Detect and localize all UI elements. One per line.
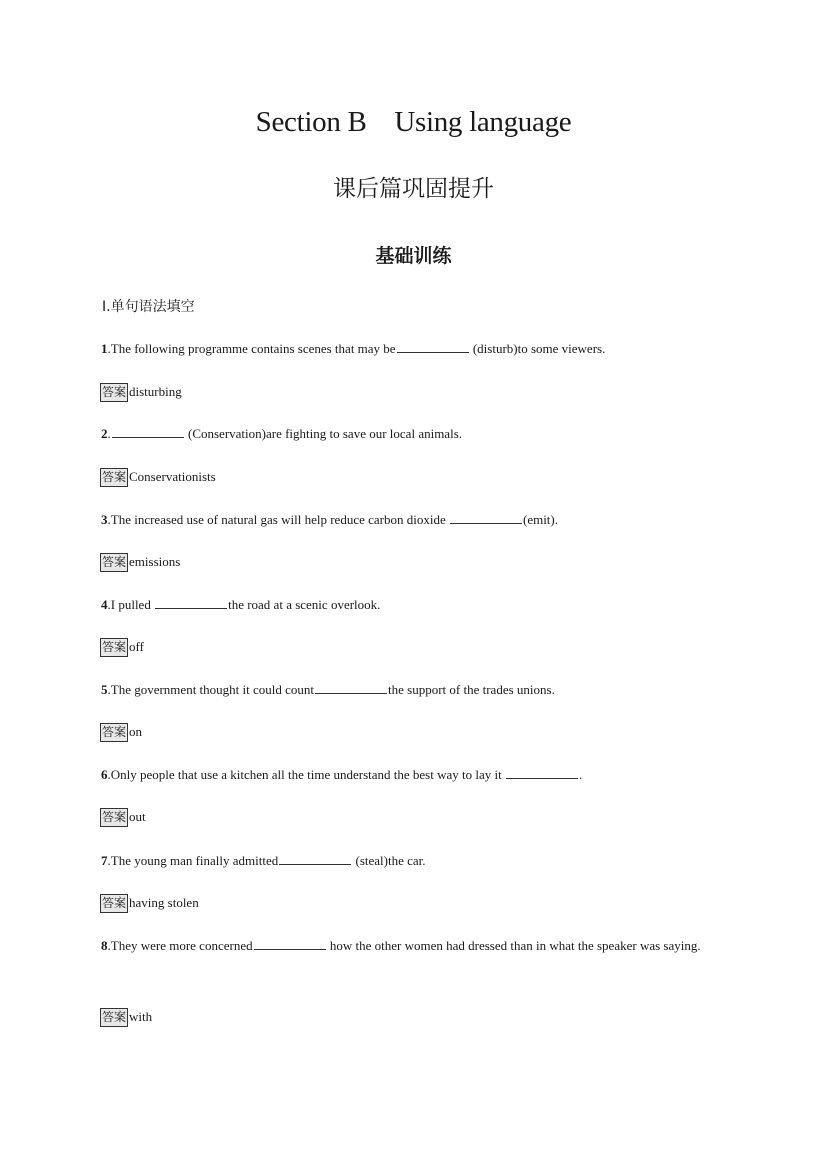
question-text: .Only people that use a kitchen all the time understand the best way to lay it [107,767,505,782]
question-text: .The following programme contains scenes that may be [107,341,396,356]
answer-4 [100,637,144,657]
question-text: . [578,767,583,782]
page-title: Section B Using language [255,106,572,138]
question-text: . [107,426,111,441]
question-5 [101,675,731,704]
answer-blank [397,339,469,353]
answer-blank [254,936,326,950]
answer-blank [279,851,351,865]
answer-blank [112,424,184,438]
answer-badge: 答案 [100,1008,128,1027]
question-text: (disturb)to some viewers. [469,341,606,356]
answer-text: having stolen [129,895,199,910]
answer-text: Conservationists [129,469,216,484]
exercise-label: Ⅰ.单句语法填空 [102,299,195,315]
question-7 [101,846,731,875]
question-text: .They were more concerned [107,938,253,953]
answer-text: disturbing [129,384,182,399]
section-heading: 基础训练 [375,245,452,267]
answer-7 [100,893,199,913]
question-4 [101,590,731,619]
question-text: .The increased use of natural gas will help reduce carbon dioxide [107,512,449,527]
answer-text: with [129,1009,153,1024]
answer-5 [100,722,142,742]
answer-blank [315,680,387,694]
question-text: .The young man finally admitted [107,853,279,868]
answer-badge: 答案 [100,808,128,827]
answer-text: emissions [129,554,181,569]
question-text: the road at a scenic overlook. [228,597,381,612]
question-number: 6 [101,767,108,782]
answer-6 [100,807,146,827]
answer-8 [100,1007,152,1027]
question-text: (emit). [522,512,558,527]
question-text: (Conservation)are fighting to save our local animals. [184,426,463,441]
answer-2 [100,467,216,487]
question-text: the support of the trades unions. [388,682,555,697]
answer-badge: 答案 [100,723,128,742]
page-subtitle: 课后篇巩固提升 [333,176,494,202]
answer-badge: 答案 [100,894,128,913]
question-6 [101,760,731,789]
question-text: .The government thought it could count [107,682,315,697]
question-text: .I pulled [107,597,155,612]
answer-text: out [129,809,146,824]
answer-badge: 答案 [100,638,128,657]
answer-text: off [129,639,144,654]
answer-blank [155,595,227,609]
question-2 [101,419,731,448]
question-number: 8 [101,938,108,953]
question-3 [101,505,731,534]
answer-badge: 答案 [100,553,128,572]
question-number: 4 [101,597,108,612]
question-number: 3 [101,512,108,527]
question-number: 7 [101,853,108,868]
answer-3 [100,552,180,572]
question-number: 1 [101,341,108,356]
question-text: how the other women had dressed than in what the speaker was saying. [326,938,701,953]
answer-1 [100,382,182,402]
question-text: (steal)the car. [352,853,426,868]
answer-badge: 答案 [100,468,128,487]
answer-text: on [129,724,143,739]
answer-blank [450,510,522,524]
question-number: 2 [101,426,108,441]
answer-blank [506,765,578,779]
question-8 [101,931,731,960]
question-number: 5 [101,682,108,697]
answer-badge: 答案 [100,383,128,402]
question-1 [101,334,731,363]
